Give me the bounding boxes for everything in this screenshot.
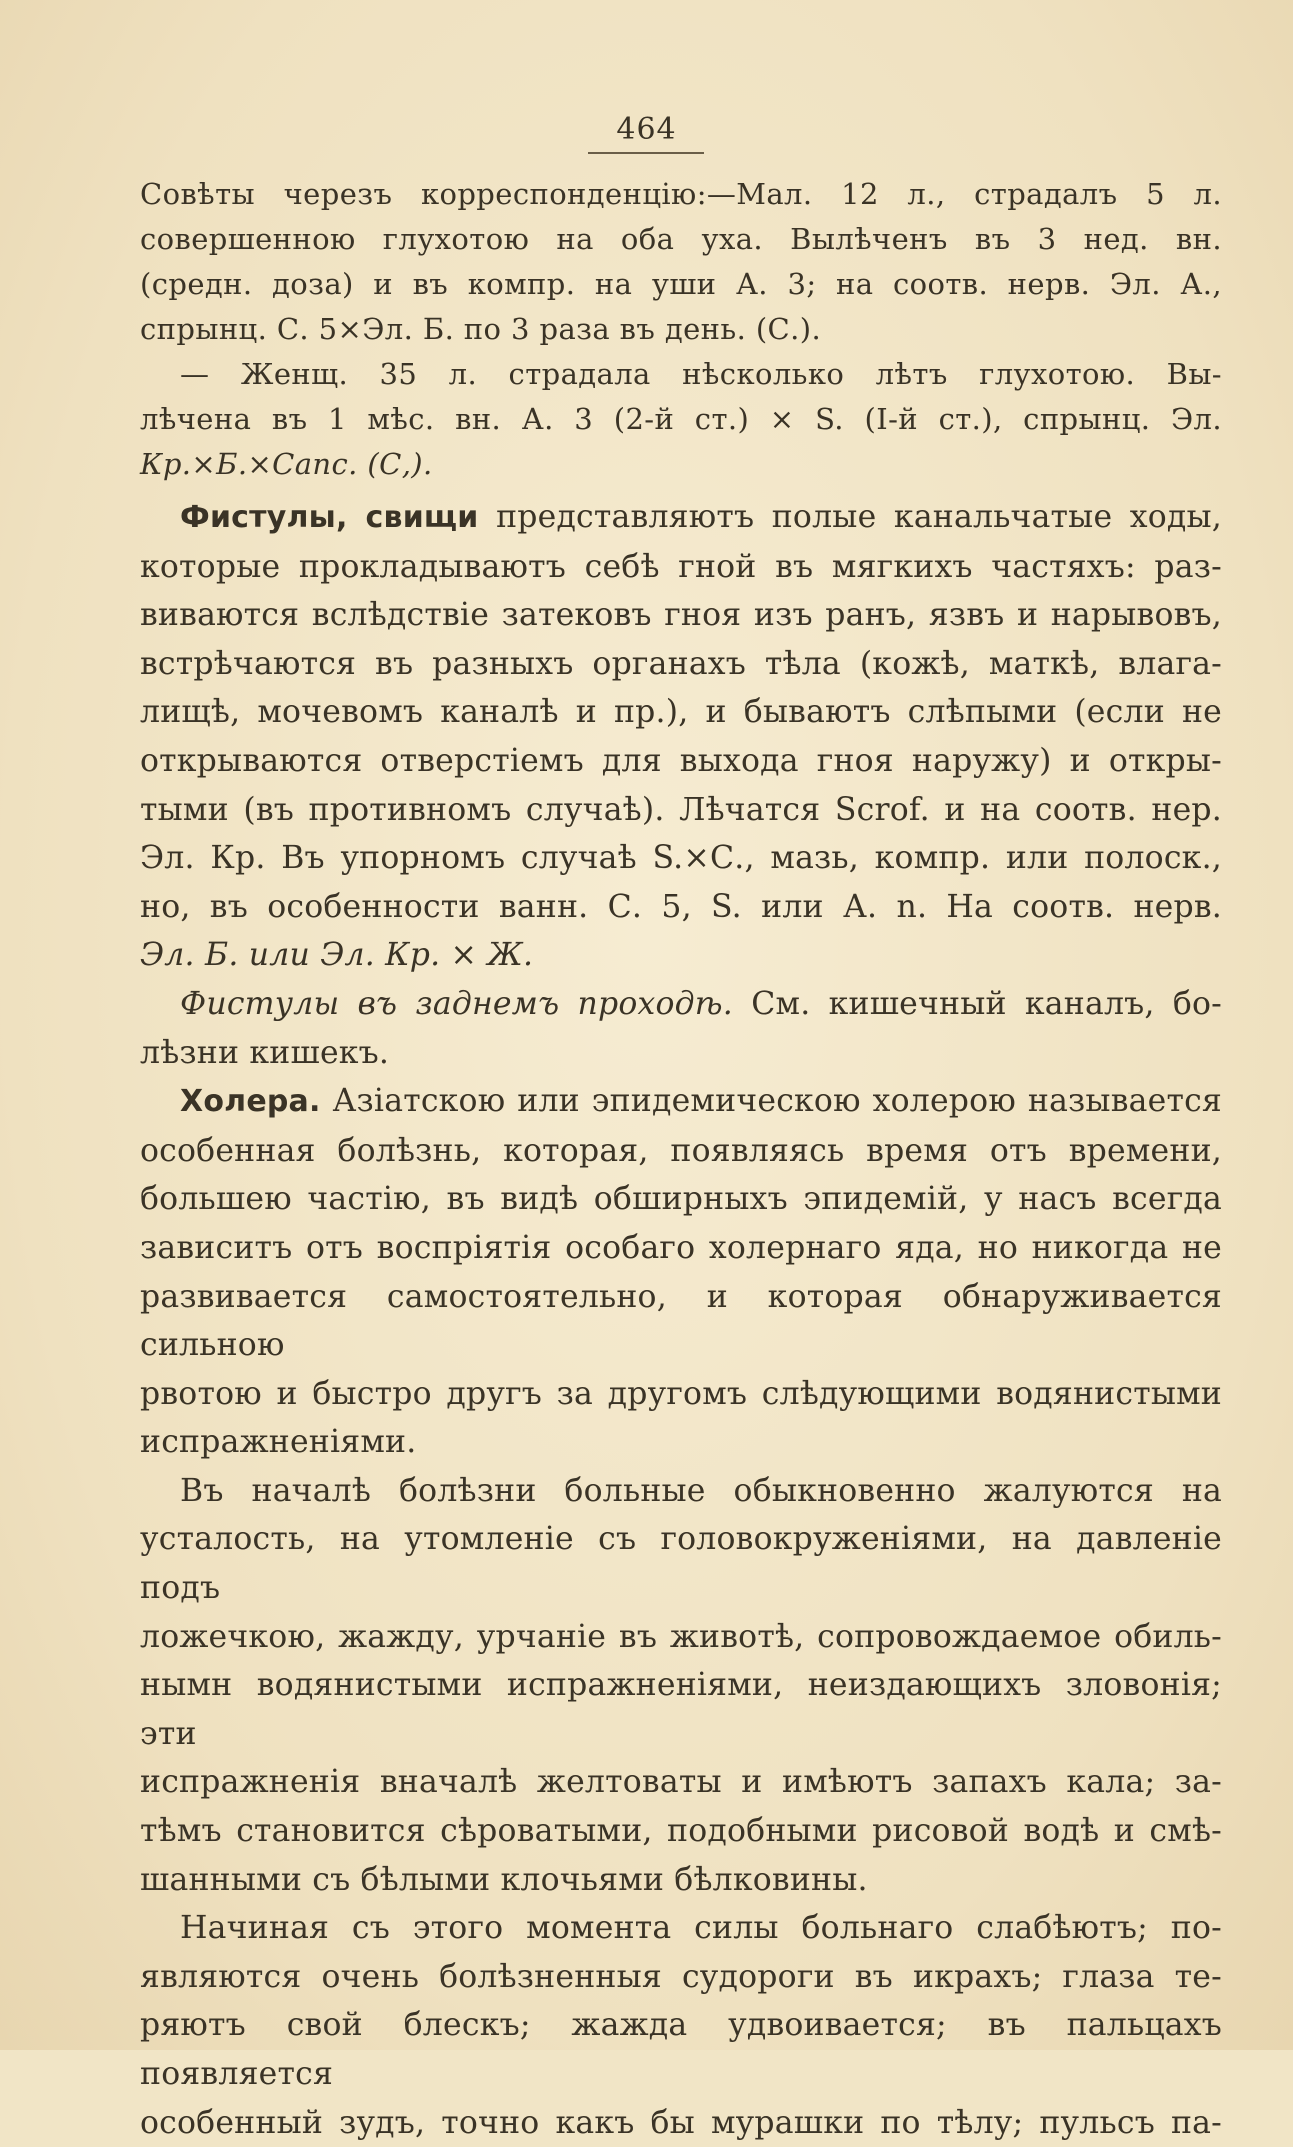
text-line: развивается самостоятельно, и которая обнаруживается сильною (140, 1278, 1222, 1364)
correspondence-para-2 (140, 352, 1222, 397)
cholera-heading: Холера. (180, 1084, 321, 1120)
text-line: испражненія вначалѣ желтоваты и имѣютъ запахъ кала; за- (140, 1764, 1222, 1801)
text-line: зависитъ отъ воспріятія особаго холернаго яда, но никогда не (140, 1229, 1222, 1266)
text-line: шанными съ бѣлыми клочьями бѣлковины. (140, 1861, 868, 1898)
text-line: Азіатскою или эпидемическою холерою называется (332, 1083, 1222, 1120)
text-line: спрынц. С. 5×Эл. Б. по 3 раза въ день. (С.). (140, 312, 822, 346)
text-line: представляютъ полые канальчатые ходы, (496, 499, 1223, 535)
correspondence-para-1-end (140, 307, 1222, 352)
text-line: лищѣ, мочевомъ каналѣ и пр.), и бываютъ слѣпыми (если не (140, 694, 1222, 731)
text-line: испражненіями. (140, 1424, 417, 1461)
text-line: тыми (въ противномъ случаѣ). Лѣчатся Scrof. и на соотв. нер. (140, 791, 1222, 828)
text-line: нымн водянистыми испражненіями, неиздающихъ зловонія; эти (140, 1667, 1222, 1752)
text-line: виваются вслѣдствіе затековъ гноя изъ ранъ, язвъ и нарывовъ, (140, 597, 1222, 634)
correspondence-para-2-body (140, 397, 1222, 442)
text-line: — Женщ. 35 л. страдала нѣсколько лѣтъ глухотою. Вы- (180, 357, 1222, 391)
text-line: тѣмъ становится сѣроватыми, подобными рисовой водѣ и смѣ- (140, 1813, 1222, 1850)
text-line: Въ началѣ болѣзни больные обыкновенно жалуются на (180, 1472, 1222, 1509)
cholera-end (140, 1418, 1222, 1467)
text-line: открываются отверстіемъ для выхода гноя наружу) и откры- (140, 742, 1222, 779)
text-line: которые прокладываютъ себѣ гной въ мягкихъ частяхъ: раз- (140, 548, 1222, 585)
text-line: встрѣчаются въ разныхъ органахъ тѣла (кожѣ, маткѣ, влага- (140, 645, 1222, 682)
correspondence-para-1 (140, 172, 1222, 307)
text-line: являются очень болѣзненныя судороги въ икрахъ; глаза те- (140, 1958, 1222, 1995)
correspondence-para-2-end (140, 442, 1222, 487)
fistula-anus-heading: Фистулы въ заднемъ проходѣ. (180, 985, 733, 1022)
text-line: совершенною глухотою на оба уха. Вылѣченъ въ 3 нед. вн. (140, 222, 1222, 256)
text-line: лѣзни кишекъ. (140, 1034, 390, 1071)
text-line: усталость, на утомленіе съ головокруженіями, на давленіе подъ (140, 1521, 1222, 1607)
text-line: особенный зудъ, точно какъ бы мурашки по тѣлу; пульсъ па- (140, 2104, 1222, 2141)
text-line: Совѣты черезъ корреспонденцію:—Мал. 12 л., страдалъ 5 л. (140, 177, 1222, 211)
fistula-heading: Фистулы, свищи (180, 500, 479, 535)
text-line: ряютъ свой блескъ; жажда удвоивается; въ пальцахъ появляется (140, 2007, 1222, 2092)
page-text (140, 172, 1222, 2147)
text-line: особенная болѣзнь, которая, появляясь время отъ времени, (140, 1132, 1222, 1169)
fistula-body (140, 543, 1222, 932)
text-line: ложечкою, жажду, урчаніе въ животѣ, сопровождаемое обиль- (140, 1618, 1222, 1655)
text-line: лѣчена въ 1 мѣс. вн. А. 3 (2-й ст.) × S. (I-й ст.), спрынц. Эл. (140, 402, 1222, 436)
begin-end (140, 1856, 1222, 1905)
page-number-rule (588, 152, 704, 154)
begin-body (140, 1515, 1222, 1855)
fistula-end (140, 931, 1222, 980)
main-article (140, 493, 1222, 2147)
text-line: Кр.×Б.×Canc. (С,). (140, 447, 433, 481)
text-line: но, въ особенности ванн. С. 5, S. или А. n. На соотв. нерв. (140, 888, 1222, 925)
text-line: Эл. Б. или Эл. Кр. × Ж. (140, 937, 534, 974)
fistula-first-line (140, 493, 1222, 543)
fistula-anus-first-line (140, 980, 1222, 1029)
page-number: 464 (616, 112, 677, 147)
text-line: Эл. Кр. Въ упорномъ случаѣ S.×С., мазь, компр. или полоск., (140, 840, 1222, 877)
cholera-body (140, 1127, 1222, 1419)
begin-first-line (140, 1467, 1222, 1516)
cholera-first-line (140, 1077, 1222, 1127)
text-line: рвотою и быстро другъ за другомъ слѣдующими водянистыми (140, 1375, 1222, 1412)
moment-first-line (140, 1904, 1222, 1953)
text-line: (средн. доза) и въ компр. на уши А. 3; на соотв. нерв. Эл. А., (140, 267, 1222, 301)
text-line: Начиная съ этого момента силы больнаго слабѣютъ; по- (180, 1910, 1222, 1947)
correspondence-block (140, 172, 1222, 487)
text-line: большею частію, въ видѣ обширныхъ эпидемій, у насъ всегда (140, 1181, 1222, 1218)
fistula-anus-end (140, 1029, 1222, 1078)
text-line: См. кишечный каналъ, бо- (751, 985, 1222, 1022)
